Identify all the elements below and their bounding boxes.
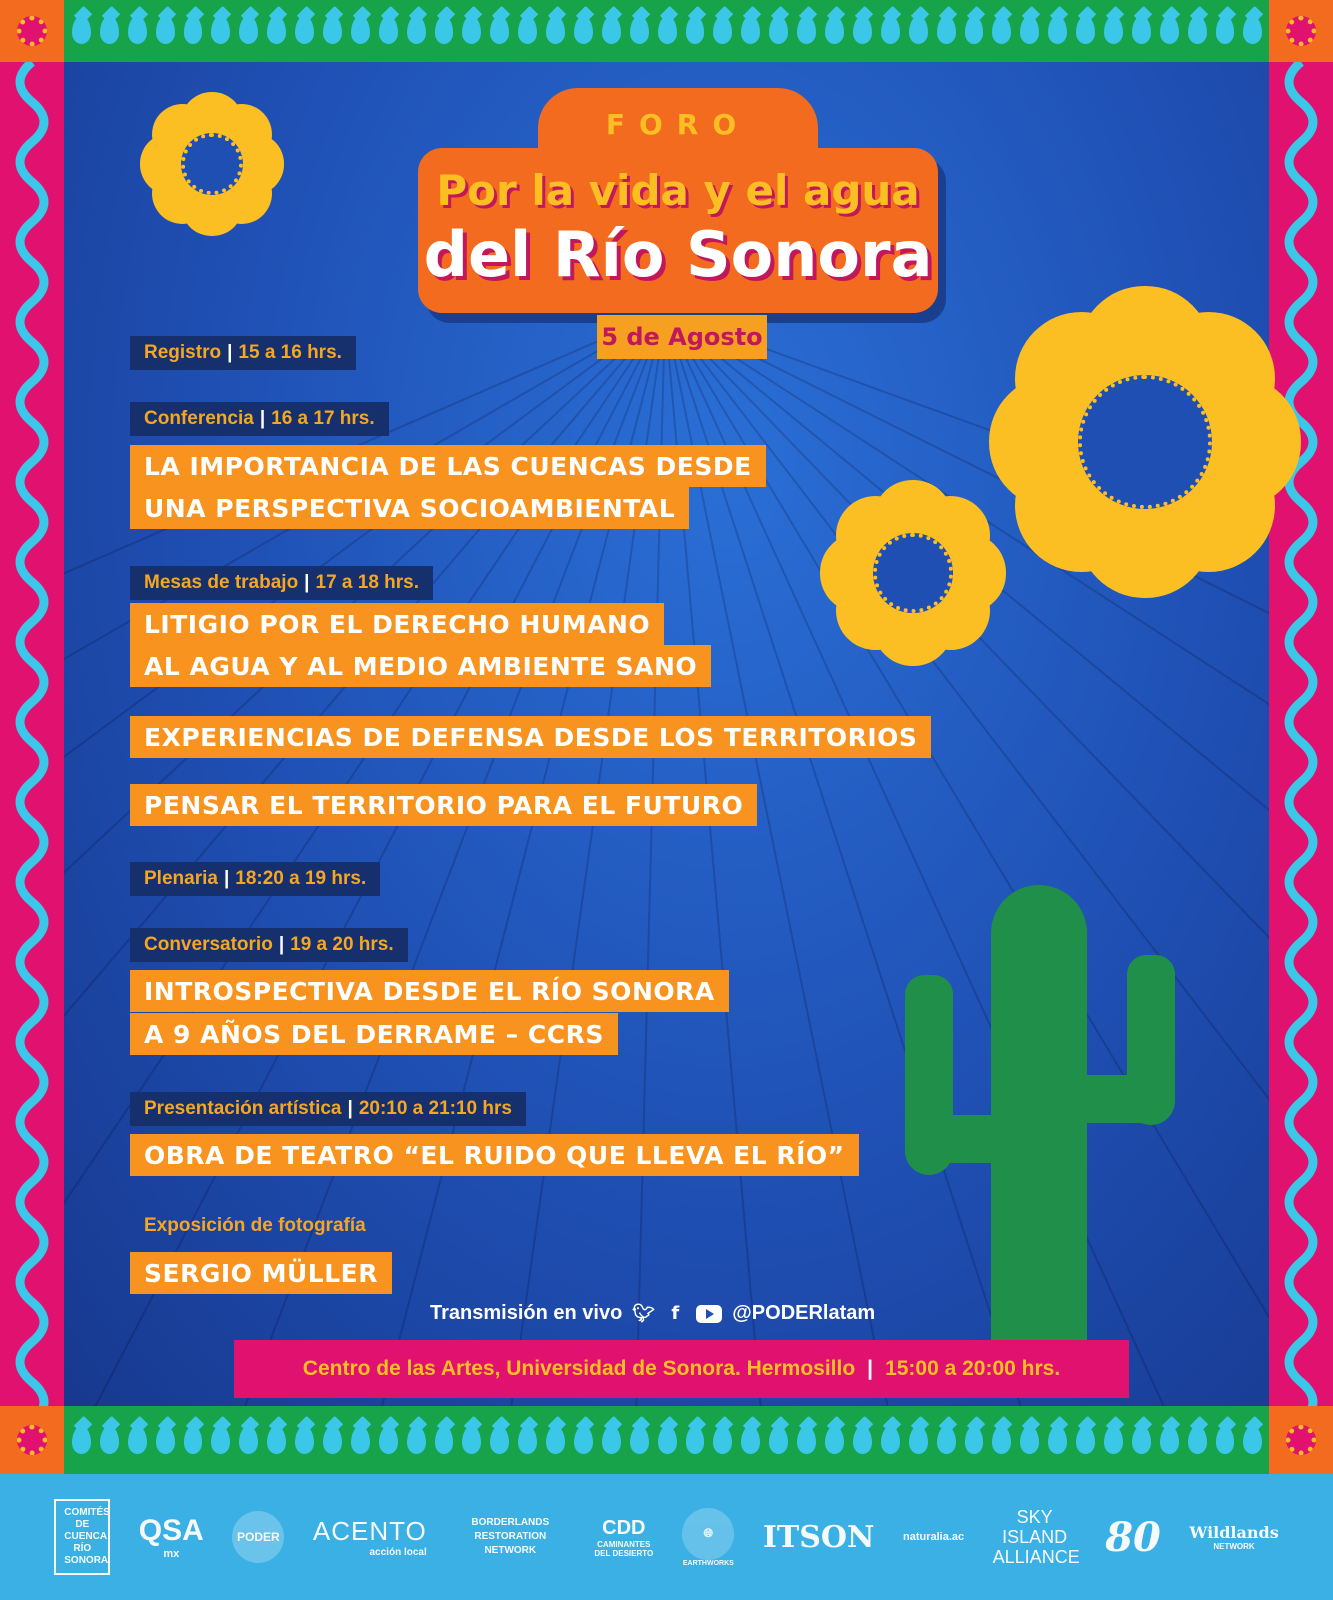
facebook-icon[interactable]: f — [671, 1302, 680, 1324]
water-drop-icon — [686, 16, 705, 44]
water-drop-icon — [853, 16, 872, 44]
water-drop-icon — [1216, 16, 1235, 44]
water-drop-icon — [1132, 1426, 1151, 1454]
water-drop-icon — [574, 16, 593, 44]
venue-hours: 15:00 a 20:00 hrs. — [885, 1357, 1061, 1380]
naturalia-logo: naturalia.ac — [902, 1531, 965, 1543]
water-drop-icon — [295, 16, 314, 44]
bottom-water-drops — [72, 1426, 1262, 1454]
flower-icon — [985, 282, 1305, 602]
venue-place: Centro de las Artes, Universidad de Sonora. Hermosillo — [302, 1357, 856, 1380]
title-line-1: Por la vida y el agua — [436, 166, 920, 215]
session-title: A 9 AÑOS DEL DERRAME – CCRS — [130, 1013, 618, 1055]
forum-kicker: FORO — [605, 108, 751, 141]
water-drop-icon — [239, 1426, 258, 1454]
water-drop-icon — [211, 16, 230, 44]
tag-label: Presentación artística — [144, 1098, 342, 1119]
qsa-name: QSA — [138, 1514, 204, 1547]
water-drop-icon — [323, 16, 342, 44]
cdd-sub: CAMINANTES DEL DESIERTO — [594, 1539, 654, 1558]
water-drop-icon — [490, 1426, 509, 1454]
water-drop-icon — [239, 16, 258, 44]
tag-label: Registro — [144, 342, 222, 363]
water-drop-icon — [741, 16, 760, 44]
water-drop-icon — [100, 1426, 119, 1454]
acento-sub: acción local — [369, 1547, 427, 1558]
water-drop-icon — [797, 16, 816, 44]
water-drop-icon — [546, 1426, 565, 1454]
wildlands-name: Wildlands — [1189, 1523, 1279, 1542]
water-drop-icon — [630, 1426, 649, 1454]
water-drop-icon — [630, 16, 649, 44]
tag-label: Exposición de fotografía — [144, 1215, 366, 1236]
water-drop-icon — [574, 1426, 593, 1454]
tag-label: Mesas de trabajo — [144, 572, 299, 593]
wildlands-sub: NETWORK — [1213, 1542, 1255, 1551]
water-drop-icon — [295, 1426, 314, 1454]
water-drop-icon — [518, 1426, 537, 1454]
water-drop-icon — [797, 1426, 816, 1454]
water-drop-icon — [72, 16, 91, 44]
youtube-icon[interactable] — [696, 1305, 722, 1323]
water-drop-icon — [658, 1426, 677, 1454]
program-tag-conversatorio: Conversatorio | 19 a 20 hrs. — [130, 928, 408, 962]
water-drop-icon — [462, 1426, 481, 1454]
tag-label: Conversatorio — [144, 934, 273, 955]
tag-label: Conferencia — [144, 408, 254, 429]
water-drop-icon — [128, 1426, 147, 1454]
tag-time: 16 a 17 hrs. — [271, 408, 375, 429]
water-drop-icon — [407, 1426, 426, 1454]
water-drop-icon — [490, 16, 509, 44]
flower-center — [1078, 375, 1212, 509]
water-drop-icon — [992, 1426, 1011, 1454]
broadcast-line — [430, 1302, 875, 1325]
water-drop-icon — [602, 1426, 621, 1454]
earthworks-name: EARTHWORKS — [682, 1559, 734, 1567]
comites-logo: COMITÉS DE CUENCA RÍO SONORA — [54, 1499, 110, 1575]
water-drop-icon — [713, 1426, 732, 1454]
session-title: INTROSPECTIVA DESDE EL RÍO SONORA — [130, 970, 729, 1012]
water-drop-icon — [435, 1426, 454, 1454]
corner-flower-icon — [1269, 1406, 1333, 1474]
program-tag-conferencia: Conferencia | 16 a 17 hrs. — [130, 402, 389, 436]
venue-banner: Centro de las Artes, Universidad de Sonora. Hermosillo | 15:00 a 20:00 hrs. — [234, 1340, 1129, 1398]
water-drop-icon — [435, 16, 454, 44]
water-drop-icon — [1160, 16, 1179, 44]
earthworks-logo — [682, 1508, 734, 1567]
broadcast-label: Transmisión en vivo — [430, 1302, 623, 1324]
flower-center — [181, 133, 243, 195]
corner-flower-icon — [1269, 0, 1333, 62]
water-drop-icon — [128, 16, 147, 44]
water-drop-icon — [1048, 16, 1067, 44]
flower-icon — [818, 478, 1008, 668]
sky-island-logo: SKY ISLAND ALLIANCE — [992, 1507, 1080, 1567]
wildlands-logo — [1189, 1523, 1278, 1551]
water-drop-icon — [1076, 16, 1095, 44]
water-drop-icon — [72, 1426, 91, 1454]
globe-icon: 🌐︎ — [682, 1508, 734, 1560]
cdd-logo — [594, 1517, 654, 1558]
corner-flower-icon — [0, 0, 64, 62]
water-drop-icon — [658, 16, 677, 44]
title-badge — [388, 88, 968, 313]
water-drop-icon — [713, 16, 732, 44]
acento-name: ACENTO — [312, 1516, 427, 1546]
tag-time: 18:20 a 19 hrs. — [235, 868, 367, 889]
water-drop-icon — [267, 16, 286, 44]
water-drop-icon — [602, 16, 621, 44]
water-drop-icon — [379, 16, 398, 44]
session-title: EXPERIENCIAS DE DEFENSA DESDE LOS TERRITORIOS — [130, 716, 931, 758]
tag-time: 20:10 a 21:10 hrs — [358, 1098, 512, 1119]
social-handle[interactable]: @PODERlatam — [732, 1302, 876, 1324]
water-drop-icon — [323, 1426, 342, 1454]
water-drop-icon — [379, 1426, 398, 1454]
session-title: UNA PERSPECTIVA SOCIOAMBIENTAL — [130, 487, 689, 529]
program-tag-registro: Registro | 15 a 16 hrs. — [130, 336, 356, 370]
corner-flower-icon — [0, 1406, 64, 1474]
program-tag-exposicion — [130, 1209, 380, 1243]
water-drop-icon — [1216, 1426, 1235, 1454]
session-title: PENSAR EL TERRITORIO PARA EL FUTURO — [130, 784, 757, 826]
water-drop-icon — [462, 16, 481, 44]
water-drop-icon — [881, 1426, 900, 1454]
water-drop-icon — [686, 1426, 705, 1454]
cactus-icon — [905, 885, 1175, 1345]
session-title: LITIGIO POR EL DERECHO HUMANO — [130, 603, 664, 645]
water-drop-icon — [267, 1426, 286, 1454]
poder-logo: PODER — [232, 1511, 284, 1563]
tag-time: 17 a 18 hrs. — [315, 572, 420, 593]
top-water-drops — [72, 16, 1262, 44]
water-drop-icon — [1104, 1426, 1123, 1454]
title-line-2: del Río Sonora — [423, 218, 933, 291]
water-drop-icon — [351, 16, 370, 44]
water-drop-icon — [100, 16, 119, 44]
acento-logo — [313, 1516, 427, 1558]
program-tag-presentacion: Presentación artística | 20:10 a 21:10 hrs — [130, 1092, 526, 1126]
water-drop-icon — [156, 16, 175, 44]
water-drop-icon — [909, 16, 928, 44]
water-drop-icon — [965, 1426, 984, 1454]
water-drop-icon — [1020, 16, 1039, 44]
tag-time: 19 a 20 hrs. — [290, 934, 394, 955]
twitter-icon[interactable]: 🐦︎ — [632, 1302, 656, 1324]
flower-center — [873, 533, 953, 613]
qsa-logo — [139, 1514, 204, 1560]
water-drop-icon — [1243, 16, 1262, 44]
sponsor-logos — [0, 1474, 1333, 1600]
left-border — [0, 62, 64, 1406]
water-drop-icon — [1104, 16, 1123, 44]
water-drop-icon — [156, 1426, 175, 1454]
water-drop-icon — [351, 1426, 370, 1454]
water-drop-icon — [769, 16, 788, 44]
right-border — [1269, 62, 1333, 1406]
session-title: LA IMPORTANCIA DE LAS CUENCAS DESDE — [130, 445, 766, 487]
event-date: 5 de Agosto — [597, 315, 767, 359]
water-drop-icon — [769, 1426, 788, 1454]
water-drop-icon — [853, 1426, 872, 1454]
water-drop-icon — [741, 1426, 760, 1454]
program-tag-mesas: Mesas de trabajo | 17 a 18 hrs. — [130, 566, 433, 600]
water-drop-icon — [546, 16, 565, 44]
water-drop-icon — [184, 1426, 203, 1454]
session-title: SERGIO MÜLLER — [130, 1252, 392, 1294]
eighty-logo: 80 — [1105, 1513, 1161, 1561]
water-drop-icon — [937, 1426, 956, 1454]
water-drop-icon — [881, 16, 900, 44]
water-drop-icon — [1020, 1426, 1039, 1454]
water-drop-icon — [1243, 1426, 1262, 1454]
session-title: OBRA DE TEATRO “EL RUIDO QUE LLEVA EL RÍO” — [130, 1134, 859, 1176]
water-drop-icon — [518, 16, 537, 44]
water-drop-icon — [1076, 1426, 1095, 1454]
flower-icon — [138, 90, 286, 238]
session-title: AL AGUA Y AL MEDIO AMBIENTE SANO — [130, 645, 711, 687]
water-drop-icon — [825, 16, 844, 44]
water-drop-icon — [965, 16, 984, 44]
program-tag-plenaria: Plenaria | 18:20 a 19 hrs. — [130, 862, 380, 896]
water-drop-icon — [211, 1426, 230, 1454]
borderlands-logo: BORDERLANDS RESTORATION NETWORK — [471, 1517, 550, 1556]
water-drop-icon — [1188, 1426, 1207, 1454]
tag-time: 15 a 16 hrs. — [238, 342, 342, 363]
qsa-sub: mx — [163, 1548, 180, 1560]
water-drop-icon — [825, 1426, 844, 1454]
water-drop-icon — [909, 1426, 928, 1454]
water-drop-icon — [1160, 1426, 1179, 1454]
itson-logo: ITSON — [762, 1519, 875, 1555]
water-drop-icon — [1132, 16, 1151, 44]
water-drop-icon — [184, 16, 203, 44]
tag-label: Plenaria — [144, 868, 218, 889]
water-drop-icon — [937, 16, 956, 44]
water-drop-icon — [407, 16, 426, 44]
water-drop-icon — [992, 16, 1011, 44]
water-drop-icon — [1048, 1426, 1067, 1454]
water-drop-icon — [1188, 16, 1207, 44]
cdd-name: CDD — [602, 1516, 646, 1539]
